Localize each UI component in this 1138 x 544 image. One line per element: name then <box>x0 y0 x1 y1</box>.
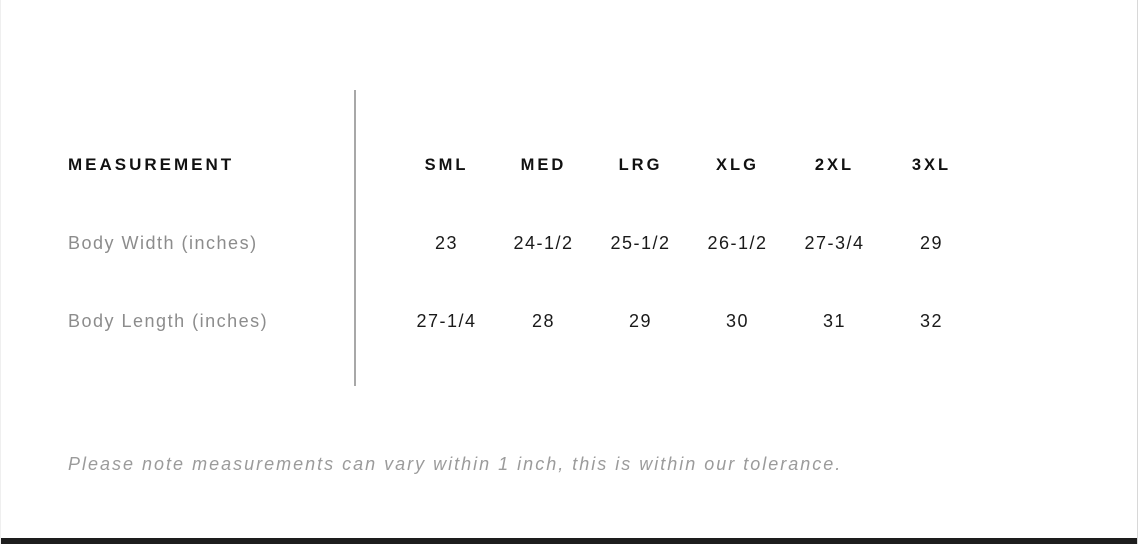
size-column-header-2xl: 2XL <box>814 155 855 174</box>
row-label-body-length: Body Length (inches) <box>68 310 269 331</box>
measurement-column-header: MEASUREMENT <box>68 155 235 174</box>
tolerance-note: Please note measurements can vary within 1 inch, this is within our tolerance. <box>68 454 843 474</box>
body-length-value-2xl: 31 <box>822 310 847 331</box>
body-width-value-med: 24-1/2 <box>513 232 574 253</box>
body-width-value-lrg: 25-1/2 <box>610 232 671 253</box>
size-column-header-med: MED <box>520 155 567 174</box>
body-length-value-med: 28 <box>531 310 556 331</box>
bottom-border-bar <box>1 538 1137 544</box>
body-length-value-3xl: 32 <box>919 310 944 331</box>
body-length-value-xlg: 30 <box>725 310 750 331</box>
body-width-value-xlg: 26-1/2 <box>707 232 768 253</box>
body-width-value-sml: 23 <box>434 232 459 253</box>
size-column-header-3xl: 3XL <box>911 155 952 174</box>
body-length-value-sml: 27-1/4 <box>416 310 477 331</box>
size-column-header-lrg: LRG <box>618 155 663 174</box>
size-column-header-xlg: XLG <box>716 155 759 174</box>
row-label-body-width: Body Width (inches) <box>68 232 258 253</box>
size-column-header-sml: SML <box>424 155 469 174</box>
body-width-value-3xl: 29 <box>919 232 944 253</box>
body-length-value-lrg: 29 <box>628 310 653 331</box>
body-width-value-2xl: 27-3/4 <box>804 232 865 253</box>
size-chart-table <box>68 126 980 360</box>
